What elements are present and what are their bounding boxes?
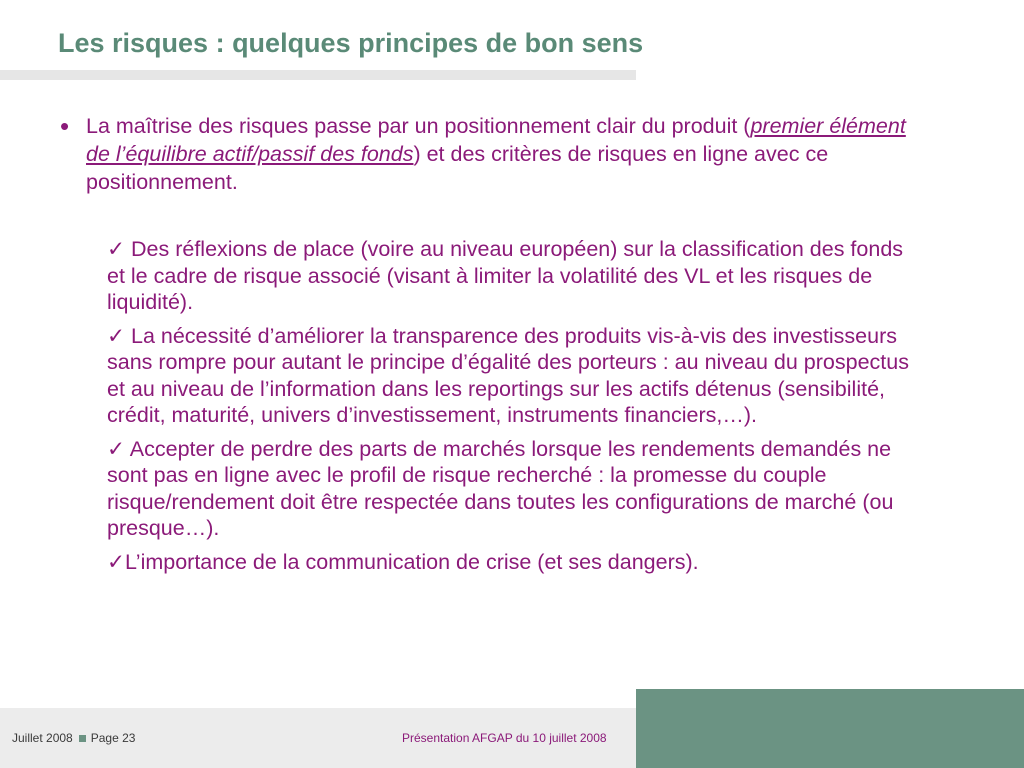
slide-title: Les risques : quelques principes de bon sens bbox=[58, 28, 644, 58]
footer-page-number: Page 23 bbox=[90, 731, 136, 745]
checklist-item-text: Accepter de perdre des parts de marchés lorsque les rendements demandés ne sont pas en ligne avec le profil de risque recherché : la promesse du couple risque/rendement doit être respectée dans toutes les configurations de marché (ou presque…). bbox=[107, 436, 894, 540]
footer-accent-block bbox=[636, 689, 1024, 768]
checklist bbox=[60, 236, 919, 575]
checklist-item bbox=[107, 323, 919, 429]
checklist-item-text: La nécessité d’améliorer la transparence des produits vis-à-vis des investisseurs sans rompre pour autant le principe d’égalité des porteurs : au niveau du prospectus et au niveau de l’information dans les reportings sur les actifs détenus (sensibilité, crédit, maturité, univers d’investissement, instruments financiers,…). bbox=[107, 323, 909, 427]
footer-left bbox=[12, 731, 135, 745]
checkmark-icon: ✓ bbox=[107, 436, 126, 461]
checkmark-icon: ✓ bbox=[107, 237, 126, 261]
checklist-item-text: Des réflexions de place (voire au niveau européen) sur la classification des fonds et le cadre de risque associé (visant à limiter la volatilité des VL et les risques de liquidité). bbox=[107, 237, 904, 314]
checklist-item bbox=[107, 236, 919, 316]
footer-date: Juillet 2008 bbox=[12, 731, 73, 745]
main-bullet bbox=[60, 112, 920, 196]
bullet-dot-icon: • bbox=[60, 111, 70, 141]
bullet-text-before: La maîtrise des risques passe par un positionnement clair du produit ( bbox=[86, 114, 751, 138]
checkmark-icon: ✓ bbox=[107, 323, 126, 348]
square-separator-icon bbox=[79, 735, 86, 742]
checklist-item bbox=[107, 436, 919, 542]
title-underline-bar bbox=[0, 70, 636, 80]
bullet-emphasis-link[interactable]: premier élément de l’équilibre actif/passif des fonds bbox=[86, 114, 906, 166]
checkmark-icon: ✓ bbox=[107, 549, 126, 574]
checklist-item-text: L’importance de la communication de crise (et ses dangers). bbox=[125, 549, 699, 574]
bullet-text-after: ) et des critères de risques en ligne avec ce positionnement. bbox=[86, 142, 829, 194]
slide-body bbox=[60, 112, 920, 582]
checklist-item bbox=[107, 549, 919, 576]
footer-presentation-title: Présentation AFGAP du 10 juillet 2008 bbox=[402, 731, 607, 745]
